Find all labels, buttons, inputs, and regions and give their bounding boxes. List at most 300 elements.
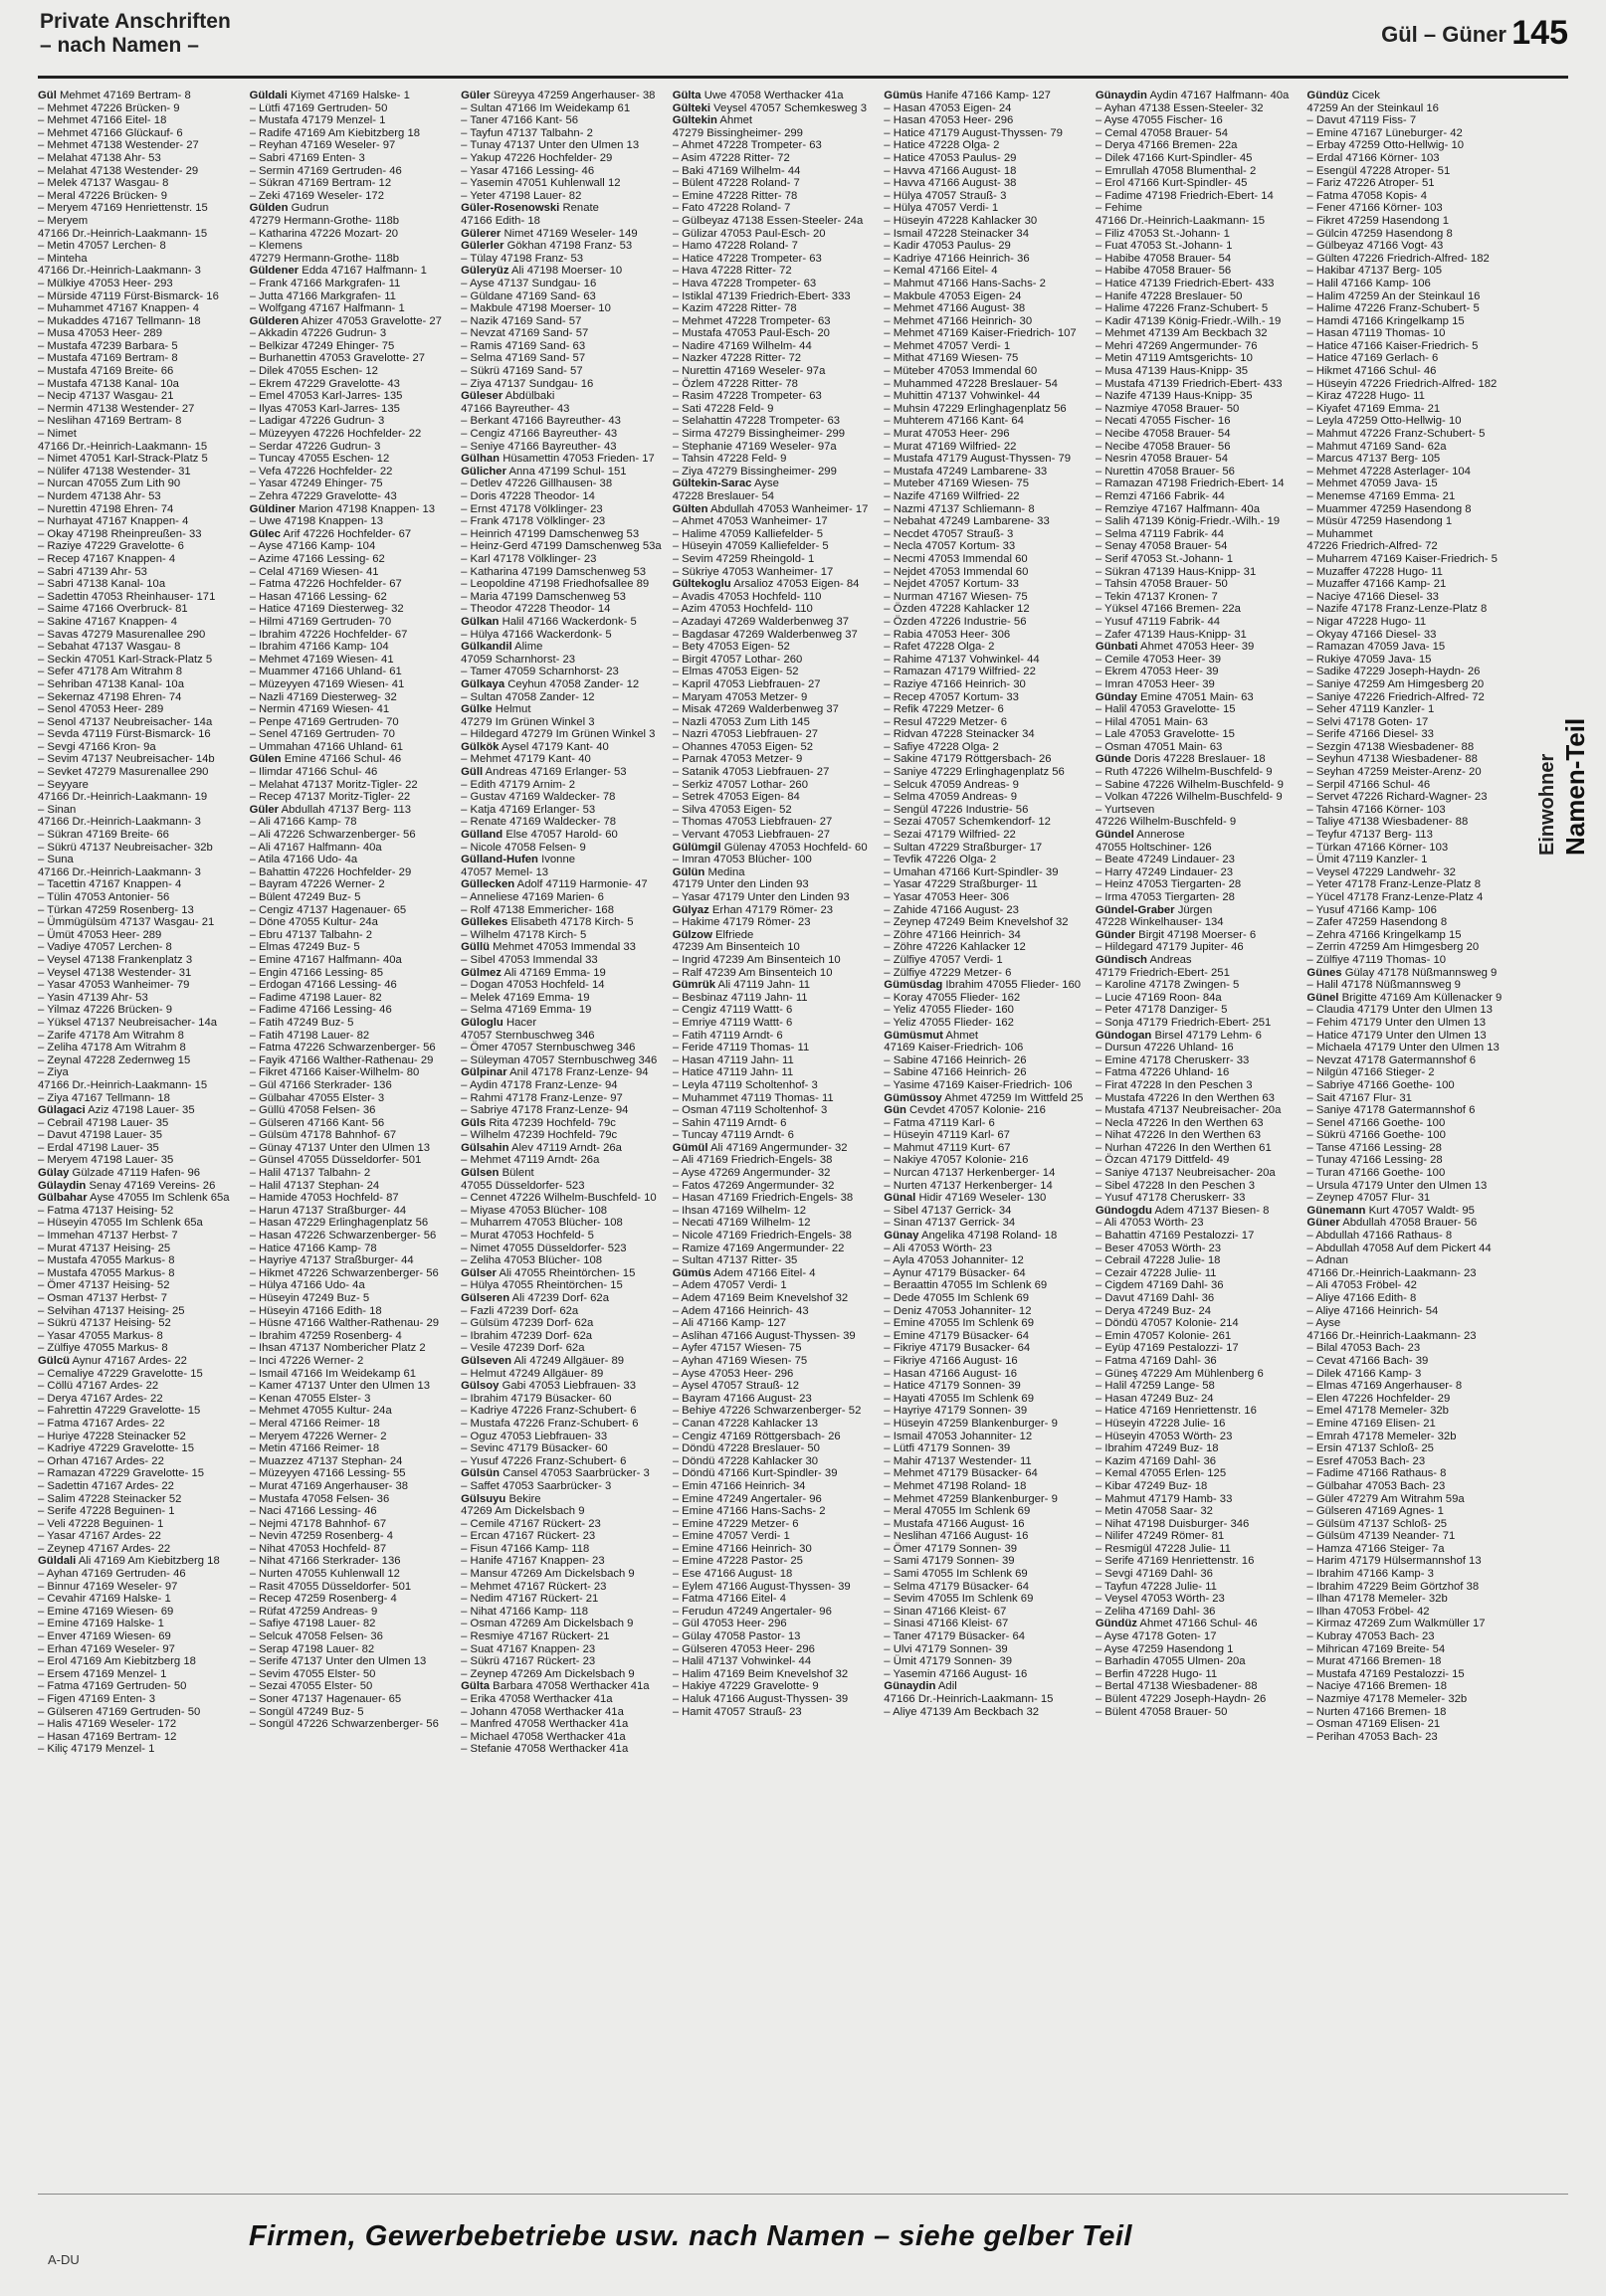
entry-details: – Aliye 47166 Edith- 8 <box>1306 1292 1417 1304</box>
entry-details: – Atila 47166 Udo- 4a <box>249 854 358 866</box>
entry-details: – Hüseyin 47259 Blankenburger- 9 <box>884 1417 1058 1430</box>
directory-entry <box>884 629 1088 642</box>
entry-details: – Fikriye 47179 Busacker- 64 <box>884 1342 1031 1355</box>
entry-surname: Gülerler <box>461 240 504 253</box>
directory-entry <box>461 1442 665 1455</box>
entry-details: – Adem 47169 Beim Knevelshof 32 <box>672 1292 849 1304</box>
entry-details: – Resmigül 47228 Julie- 11 <box>1095 1542 1231 1555</box>
directory-entry <box>461 265 665 278</box>
entry-surname: Gülke <box>461 703 493 716</box>
entry-details: – Ummahan 47166 Uhland- 61 <box>249 740 404 753</box>
directory-entry <box>884 816 1088 829</box>
directory-entry <box>1306 515 1510 528</box>
entry-details: – Yasime 47169 Kaiser-Friedrich- 106 <box>884 1078 1073 1091</box>
entry-details: – Halis 47169 Weseler- 172 <box>38 1718 177 1731</box>
directory-entry <box>884 1505 1088 1518</box>
directory-entry <box>1096 741 1300 754</box>
entry-details: Aynur 47167 Ardes- 22 <box>72 1354 187 1367</box>
directory-entry <box>1306 152 1510 165</box>
entry-details: – Belkizar 47249 Ehinger- 75 <box>249 339 395 352</box>
entry-details: – Tevfik 47226 Olga- 2 <box>884 854 997 866</box>
directory-entry <box>461 1017 665 1030</box>
directory-entry <box>38 1480 242 1493</box>
entry-details: Gökhan 47198 Franz- 53 <box>506 240 633 253</box>
directory-entry <box>38 453 242 466</box>
directory-entry <box>461 641 665 654</box>
entry-details: – Celal 47169 Wiesen- 41 <box>249 565 379 578</box>
entry-details: – Bülent 47058 Brauer- 50 <box>1095 1705 1228 1718</box>
directory-entry <box>250 340 454 353</box>
entry-details: – Nigar 47228 Hugo- 11 <box>1306 615 1427 628</box>
entry-details: – Sükran 47169 Breite- 66 <box>38 829 169 842</box>
directory-entry <box>1306 1292 1510 1305</box>
entry-details: – Sati 47228 Feld- 9 <box>672 402 774 415</box>
directory-entry <box>38 992 242 1005</box>
directory-entry <box>38 466 242 478</box>
entry-details: – Ömer 47057 Sternbuschweg 346 <box>461 1042 636 1054</box>
directory-entry <box>884 578 1088 591</box>
directory-entry <box>1096 503 1300 516</box>
directory-entry <box>1306 1330 1510 1343</box>
directory-entry <box>1306 829 1510 842</box>
entry-details: – Nimet 47051 Karl-Strack-Platz 5 <box>38 453 208 466</box>
entry-details: – Yasar 47055 Markus- 8 <box>38 1329 163 1342</box>
entry-details: – Aynur 47179 Büsacker- 64 <box>884 1266 1026 1279</box>
directory-entry <box>38 616 242 629</box>
entry-details: – Gülsüm 47178 Bahnhof- 67 <box>249 1129 397 1142</box>
entry-details: – Vadiye 47057 Lerchen- 8 <box>38 941 172 954</box>
entry-details: 47259 An der Steinkaul 16 <box>1306 101 1439 114</box>
directory-entry <box>1096 240 1300 253</box>
directory-entry <box>673 1254 877 1267</box>
directory-column-1 <box>38 90 242 2189</box>
directory-entry <box>1306 441 1510 454</box>
directory-entry <box>250 1431 454 1443</box>
directory-entry <box>884 654 1088 667</box>
entry-details: – Döndü 47166 Kurt-Spindler- 39 <box>672 1467 838 1480</box>
directory-entry <box>38 1618 242 1630</box>
directory-entry <box>673 916 877 929</box>
entry-details: – Leopoldine 47198 Friedhofsallee 89 <box>461 578 650 591</box>
directory-entry <box>884 1455 1088 1468</box>
directory-entry <box>1306 490 1510 503</box>
entry-details: – Zeki 47169 Weseler- 172 <box>249 189 384 202</box>
entry-details: Halil 47166 Wackerdonk- 5 <box>502 615 637 628</box>
directory-entry <box>461 1467 665 1480</box>
entry-details: – Gülseren 47169 Agnes- 1 <box>1306 1505 1444 1518</box>
directory-entry <box>884 1418 1088 1431</box>
directory-entry <box>673 403 877 416</box>
directory-entry <box>250 102 454 115</box>
directory-entry <box>673 428 877 441</box>
directory-entry <box>673 1593 877 1606</box>
directory-entry <box>1306 979 1510 992</box>
directory-entry <box>673 804 877 817</box>
directory-entry <box>1096 1493 1300 1506</box>
entry-details: – Seyyare <box>38 778 89 791</box>
entry-details: – Davut 47119 Fiss- 7 <box>1306 114 1417 127</box>
entry-details: – Ilhan 47053 Fröbel- 42 <box>1306 1605 1430 1618</box>
directory-entry <box>1306 1104 1510 1117</box>
entry-details: – Mansur 47269 Am Dickelsbach 9 <box>461 1568 635 1581</box>
entry-details: – Kapril 47053 Liebfrauen- 27 <box>672 677 821 690</box>
entry-details: – Seniye 47166 Bayreuther- 43 <box>461 440 617 453</box>
entry-surname: Gündel-Graber <box>1095 903 1175 916</box>
directory-entry <box>1306 1643 1510 1656</box>
entry-details: – Veysel 47138 Frankenplatz 3 <box>38 953 193 966</box>
entry-details: – Yusuf 47226 Franz-Schubert- 6 <box>461 1454 627 1467</box>
directory-entry <box>461 791 665 804</box>
directory-entry <box>884 190 1088 203</box>
entry-details: – Ibrahim 47166 Kamp- 3 <box>1306 1568 1434 1581</box>
directory-entry <box>461 616 665 629</box>
entry-details: – Nejmi 47178 Bahnhof- 67 <box>249 1517 387 1530</box>
entry-surname: Gündisch <box>1095 953 1147 966</box>
entry-details: – Dilek 47055 Eschen- 12 <box>249 365 378 378</box>
directory-entry <box>884 453 1088 466</box>
entry-details: – Ali 47166 Kamp- 127 <box>672 1317 787 1330</box>
directory-entry <box>250 114 454 127</box>
directory-entry <box>250 1555 454 1568</box>
directory-entry <box>38 878 242 891</box>
entry-details: – Filiz 47053 St.-Johann- 1 <box>1095 227 1230 240</box>
directory-entry <box>38 378 242 391</box>
directory-entry <box>250 152 454 165</box>
directory-entry <box>461 515 665 528</box>
entry-details: – Muammer 47259 Hasendong 8 <box>1306 502 1472 515</box>
directory-entry <box>1096 1555 1300 1568</box>
entry-details: – Sadettin 47167 Ardes- 22 <box>38 1479 174 1492</box>
directory-entry <box>1096 1129 1300 1142</box>
entry-details: – Sevim 47259 Rheingold- 1 <box>672 552 815 565</box>
entry-details: – Tahsin 47166 Körner- 103 <box>1306 803 1446 816</box>
entry-details: – Sermin 47169 Gertruden- 46 <box>249 164 402 177</box>
entry-details: Cansel 47053 Saarbrücker- 3 <box>502 1467 650 1480</box>
directory-entry <box>1306 127 1510 140</box>
directory-entry <box>38 1706 242 1719</box>
entry-details: Ahmet 47166 Schul- 46 <box>1139 1618 1258 1630</box>
directory-entry <box>673 390 877 403</box>
entry-details: – Cemaliye 47229 Gravelotte- 15 <box>38 1367 203 1380</box>
directory-entry <box>38 403 242 416</box>
directory-entry <box>1306 1543 1510 1556</box>
entry-details: – Emel 47053 Karl-Jarres- 135 <box>249 390 403 403</box>
name-range: Gül – Güner <box>1381 22 1506 47</box>
directory-entry <box>461 1192 665 1205</box>
entry-surname: Gülsün <box>461 1467 501 1480</box>
entry-details: – Lütfi 47169 Gertruden- 50 <box>249 101 388 114</box>
entry-details: – Ayse 47137 Sundgau- 16 <box>461 277 597 289</box>
directory-entry <box>1306 891 1510 904</box>
entry-details: – Aliye 47139 Am Beckbach 32 <box>884 1705 1040 1718</box>
entry-details: – Mehmet 47057 Verdi- 1 <box>884 339 1011 352</box>
directory-entry <box>461 1279 665 1292</box>
entry-details: 47166 Dr.-Heinrich-Laakmann- 23 <box>1306 1266 1477 1279</box>
entry-details: – Habibe 47058 Brauer- 54 <box>1095 252 1232 265</box>
entry-details: – Murat 47169 Wilfried- 22 <box>884 440 1017 453</box>
directory-entry <box>1306 102 1510 115</box>
entry-details: – Neslihan 47166 August- 16 <box>884 1530 1029 1543</box>
directory-entry <box>1306 842 1510 855</box>
entry-details: – Davut 47198 Lauer- 35 <box>38 1129 162 1142</box>
directory-entry <box>673 152 877 165</box>
directory-entry <box>250 1254 454 1267</box>
directory-entry <box>250 566 454 579</box>
directory-entry <box>1096 403 1300 416</box>
entry-details: – Sultan 47058 Zander- 12 <box>461 690 595 703</box>
entry-details: – Cennet 47226 Wilhelm-Buschfeld- 10 <box>461 1192 657 1205</box>
entry-details: – Canan 47228 Kahlacker 13 <box>672 1417 819 1430</box>
directory-entry <box>1306 1305 1510 1318</box>
directory-entry <box>461 854 665 866</box>
directory-entry <box>250 967 454 980</box>
directory-entry <box>1096 1355 1300 1368</box>
directory-entry <box>38 265 242 278</box>
directory-entry <box>1096 1330 1300 1343</box>
entry-details: – Gülseren 47166 Kant- 56 <box>249 1116 385 1129</box>
entry-details: Else 47057 Harold- 60 <box>505 829 618 842</box>
entry-details: – Özlem 47228 Ritter- 78 <box>672 377 798 390</box>
entry-details: – Minteha <box>38 252 88 265</box>
directory-entry <box>673 1267 877 1280</box>
entry-details: – Yeter 47178 Franz-Lenze-Platz 8 <box>1306 878 1482 891</box>
entry-details: – Ohannes 47053 Eigen- 52 <box>672 740 814 753</box>
directory-entry <box>1096 315 1300 328</box>
directory-entry <box>1306 878 1510 891</box>
page-number: 145 <box>1511 14 1568 52</box>
entry-details: – Günsel 47055 Düsseldorfer- 501 <box>249 1154 422 1167</box>
directory-entry <box>250 992 454 1005</box>
entry-details: – Taner 47166 Kant- 56 <box>461 114 579 127</box>
directory-entry <box>1096 666 1300 678</box>
directory-entry <box>1306 1279 1510 1292</box>
entry-details: – Güldane 47169 Sand- 63 <box>461 289 596 302</box>
directory-entry <box>1306 1581 1510 1594</box>
entry-details: – Gülbahar 47053 Bach- 23 <box>1306 1479 1446 1492</box>
entry-details: – Azim 47053 Hochfeld- 110 <box>672 603 813 616</box>
entry-details: – Emine 47169 Halske- 1 <box>38 1618 164 1630</box>
entry-details: Anna 47199 Schul- 151 <box>508 465 627 478</box>
directory-entry <box>884 1330 1088 1343</box>
directory-entry <box>250 1066 454 1079</box>
directory-entry <box>673 791 877 804</box>
directory-entry <box>1096 616 1300 629</box>
directory-entry <box>1306 1618 1510 1630</box>
directory-entry <box>250 1292 454 1305</box>
entry-surname: Gülec <box>249 527 281 540</box>
entry-surname: Gündogdu <box>1095 1204 1152 1217</box>
directory-entry <box>1306 1030 1510 1043</box>
directory-entry <box>250 1230 454 1243</box>
entry-details: – Michael 47058 Werthacker 41a <box>461 1730 626 1743</box>
directory-entry <box>1096 1442 1300 1455</box>
entry-details: – Sevket 47279 Masurenallee 290 <box>38 766 209 779</box>
directory-entry <box>673 566 877 579</box>
directory-entry <box>884 804 1088 817</box>
directory-entry <box>884 929 1088 942</box>
directory-entry <box>461 1254 665 1267</box>
directory-entry <box>250 1079 454 1092</box>
entry-surname: Günemann <box>1306 1204 1366 1217</box>
directory-entry <box>38 528 242 541</box>
entry-details: Ahmet 47259 Im Wittfeld 25 <box>944 1091 1084 1104</box>
entry-details: – Ümit 47179 Sonnen- 39 <box>884 1655 1013 1668</box>
directory-entry <box>1096 1342 1300 1355</box>
side-tab-title: Namen-Teil <box>1560 717 1590 856</box>
entry-details: – Muhammet 47167 Knappen- 4 <box>38 302 200 315</box>
entry-details: – Mustafa 47139 Friedrich-Ebert- 433 <box>1095 377 1283 390</box>
entry-details: – Cemal 47058 Brauer- 54 <box>1095 126 1228 139</box>
entry-details: – Hatice 47169 Diesterweg- 32 <box>249 603 404 616</box>
directory-entry <box>1096 441 1300 454</box>
directory-entry <box>673 703 877 716</box>
directory-entry <box>38 1431 242 1443</box>
entry-details: – Naci 47166 Lessing- 46 <box>249 1505 377 1518</box>
directory-entry <box>1096 1042 1300 1054</box>
entry-details: – Yücel 47178 Franz-Lenze-Platz 4 <box>1306 891 1484 903</box>
entry-details: – Recep 47259 Rosenberg- 4 <box>249 1593 397 1606</box>
entry-details: Abdullah 47137 Berg- 113 <box>281 803 412 816</box>
directory-entry <box>461 1668 665 1681</box>
entry-details: – Ilimdar 47166 Schul- 46 <box>249 766 378 779</box>
entry-details: Bekire <box>508 1492 541 1505</box>
directory-entry <box>1096 540 1300 553</box>
entry-details: – Cengiz 47137 Hagenauer- 65 <box>249 903 407 916</box>
entry-details: – Ridvan 47228 Steinacker 34 <box>884 728 1035 741</box>
entry-details: Veysel 47057 Schemkesweg 3 <box>713 101 867 114</box>
directory-entry <box>461 1054 665 1067</box>
entry-details: – Berfin 47228 Hugo- 11 <box>1095 1667 1218 1680</box>
directory-entry <box>250 1593 454 1606</box>
directory-entry <box>38 1355 242 1368</box>
entry-details: – Satanik 47053 Liebfrauen- 27 <box>672 766 830 779</box>
entry-details: – Serap 47198 Lauer- 82 <box>249 1642 375 1655</box>
directory-entry <box>884 352 1088 365</box>
entry-surname: Gülkan <box>461 615 500 628</box>
directory-entry <box>673 891 877 904</box>
entry-details: – Emriye 47119 Wattt- 6 <box>672 1016 793 1029</box>
entry-details: – Suat 47167 Knappen- 23 <box>461 1642 596 1655</box>
directory-entry <box>673 741 877 754</box>
entry-surname: Günel <box>1306 991 1339 1004</box>
directory-entry <box>673 1405 877 1418</box>
header-rule <box>38 76 1568 79</box>
directory-entry <box>884 528 1088 541</box>
directory-entry <box>884 240 1088 253</box>
entry-details: – Ümit 47119 Kanzler- 1 <box>1306 854 1428 866</box>
entry-surname: Gülseren <box>461 1292 510 1304</box>
directory-entry <box>673 1079 877 1092</box>
entry-details: – Necibe 47058 Brauer- 56 <box>1095 440 1231 453</box>
directory-entry <box>250 415 454 428</box>
entry-details: Adil <box>937 1680 957 1693</box>
entry-details: – Ahmet 47053 Wanheimer- 17 <box>672 515 828 528</box>
entry-details: – Resmiye 47167 Rückert- 21 <box>461 1630 610 1643</box>
entry-details: – Kadriye 47226 Franz-Schubert- 6 <box>461 1405 637 1418</box>
directory-entry <box>1306 1680 1510 1693</box>
entry-details: 47279 Hermann-Grothe- 118b <box>249 252 400 265</box>
directory-entry <box>461 1731 665 1744</box>
entry-details: – Yasar 47053 Wanheimer- 79 <box>38 979 190 992</box>
directory-entry <box>461 1117 665 1130</box>
directory-entry <box>461 878 665 891</box>
entry-details: – Serife 47166 Diesel- 33 <box>1306 728 1434 741</box>
entry-details: Emine 47166 Schul- 46 <box>284 753 402 766</box>
directory-entry <box>884 1405 1088 1418</box>
entry-details: – Ali 47166 Kamp- 78 <box>249 816 357 829</box>
entry-details: Gülzade 47119 Hafen- 96 <box>72 1167 201 1180</box>
directory-entry <box>884 954 1088 967</box>
directory-entry <box>250 1205 454 1218</box>
directory-entry <box>250 253 454 266</box>
entry-surname: Gülser <box>461 1266 497 1279</box>
directory-entry <box>884 891 1088 904</box>
entry-details: – Mehmet 47119 Arndt- 26a <box>461 1154 600 1167</box>
entry-details: – Sonja 47179 Friedrich-Ebert- 251 <box>1095 1016 1272 1029</box>
directory-entry <box>250 728 454 741</box>
entry-details: – Bahattin 47226 Hochfelder- 29 <box>249 865 412 878</box>
entry-details: – Ibrahim 47259 Rosenberg- 4 <box>249 1329 402 1342</box>
section-side-tab <box>1528 557 1598 915</box>
entry-details: – Emrullah 47058 Blumenthal- 2 <box>1095 164 1257 177</box>
directory-entry <box>250 327 454 340</box>
directory-entry <box>1306 340 1510 353</box>
entry-details: – Sevgi 47166 Kron- 9a <box>38 740 156 753</box>
entry-details: – Saniye 47229 Erlinghagenplatz 56 <box>884 766 1065 779</box>
entry-details: – Senel 47169 Gertruden- 70 <box>249 728 395 741</box>
entry-details: – Hülya 47166 Udo- 4a <box>249 1279 365 1292</box>
directory-entry <box>884 1042 1088 1054</box>
entry-details: – Zeynal 47228 Zedernweg 15 <box>38 1053 191 1066</box>
directory-entry <box>38 804 242 817</box>
directory-entry <box>461 654 665 667</box>
entry-details: – Yasar 47179 Unter den Linden 93 <box>672 891 850 903</box>
entry-details: – Firat 47228 In den Peschen 3 <box>1095 1078 1253 1091</box>
directory-entry <box>884 1305 1088 1318</box>
entry-details: Aydin 47167 Halfmann- 40a <box>1149 90 1290 101</box>
entry-details: Renate <box>562 202 599 215</box>
entry-details: – Elmas 47053 Eigen- 52 <box>672 666 799 678</box>
directory-entry <box>1306 741 1510 754</box>
entry-details: Arif 47226 Hochfelder- 67 <box>283 527 412 540</box>
directory-entry <box>1096 1167 1300 1180</box>
entry-details: – Bagdasar 47269 Walderbenweg 37 <box>672 628 858 641</box>
directory-entry <box>1096 1455 1300 1468</box>
entry-details: Brigitte 47169 Am Küllenacker 9 <box>1341 991 1503 1004</box>
entry-details: 47166 Dr.-Heinrich-Laakmann- 15 <box>38 440 208 453</box>
entry-details: – Saniye 47178 Gatermannshof 6 <box>1306 1104 1476 1117</box>
entry-details: – Ibrahim 47179 Büsacker- 60 <box>461 1392 612 1405</box>
directory-entry <box>250 979 454 992</box>
directory-entry <box>1306 240 1510 253</box>
directory-entry <box>461 1317 665 1330</box>
entry-details: – Ilhan 47178 Memeler- 32b <box>1306 1593 1448 1606</box>
entry-details: – Müzeyyen 47226 Hochfelder- 22 <box>249 428 422 441</box>
entry-details: Helmut <box>495 703 531 716</box>
directory-entry <box>38 603 242 616</box>
directory-entry <box>1306 165 1510 178</box>
directory-entry <box>250 1606 454 1619</box>
directory-entry <box>250 90 454 102</box>
directory-entry <box>884 1706 1088 1719</box>
entry-details: – Yüksel 47166 Bremen- 22a <box>1095 603 1241 616</box>
directory-entry <box>884 941 1088 954</box>
entry-details: – Ramize 47169 Angermunder- 22 <box>672 1242 845 1254</box>
entry-details: – Ramazan 47229 Gravelotte- 15 <box>38 1467 205 1480</box>
directory-entry <box>461 553 665 566</box>
directory-entry <box>673 979 877 992</box>
entry-details: – Sükrü 47137 Neubreisacher- 32b <box>38 841 213 854</box>
